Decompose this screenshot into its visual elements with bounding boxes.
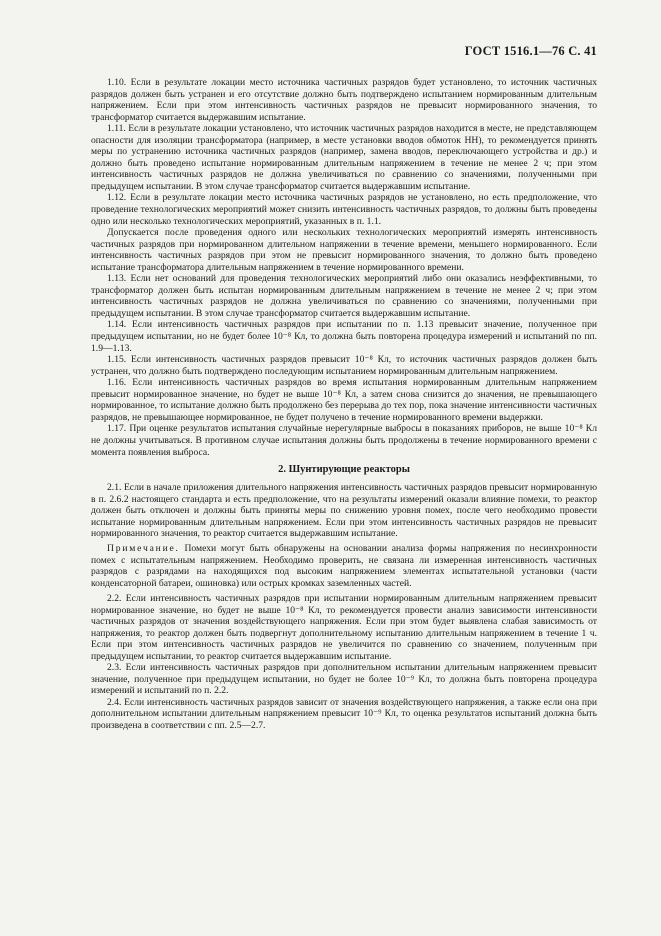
paragraph-2-3: 2.3. Если интенсивность частичных разрядов при дополнительном испытании длительным напряжением превысит значение, полученное при предыдущем испытании, но будет не более 10⁻⁹ Кл, то должна быть повторена процедура измерений и испытаний по п. 2.2.	[91, 662, 597, 697]
document-body	[91, 77, 597, 732]
paragraph-1-16: 1.16. Если интенсивность частичных разрядов во время испытания нормированным длительным напряжением превысит нормированное значение, но будет не выше 10⁻⁸ Кл, а затем снова снизится до значения, не превышающего нормированное, то испытание должно быть продолжено без перерыва до тех пор, пока значение интенсивности частичных разрядов, не превышающее нормированное, не будет получено в течение нормированного времени выдержки.	[91, 377, 597, 423]
note-label: Примечание.	[107, 543, 180, 555]
page-header: ГОСТ 1516.1—76 С. 41	[464, 44, 597, 58]
paragraph-1-12-cont: Допускается после проведения одного или нескольких технологических мероприятий измерять интенсивность частичных разрядов при нормированном длительном напряжении в течение времени, меньшего нормированного. Если интенсивность частичных разрядов при этом не превысит нормированного значения, то должно быть проведено испытание трансформатора длительным напряжением в течение нормированного времени.	[91, 227, 597, 273]
paragraph-1-12: 1.12. Если в результате локации место источника частичных разрядов не установлено, но есть предположение, что проведение технологических мероприятий может снизить интенсивность частичных разрядов, то должны быть проведены одно или несколько технологических мероприятий, указанных в п. 1.1.	[91, 192, 597, 227]
note-paragraph	[91, 543, 597, 589]
paragraph-2-1: 2.1. Если в начале приложения длительного напряжения интенсивность частичных разрядов превысит нормированную в п. 2.6.2 настоящего стандарта и есть предположение, что на результаты измерений оказали влияние помехи, то реактор должен быть отключен и должны быть приняты меры по снижению уровня помех, после чего необходимо провести испытание нормированным длительным напряжением. Если при этом интенсивность частичных разрядов не превысит нормированного значения, то реактор считается выдержавшим испытание.	[91, 482, 597, 540]
section-heading: 2. Шунтирующие реакторы	[278, 464, 410, 476]
paragraph-1-11: 1.11. Если в результате локации установлено, что источник частичных разрядов находится в месте, не представляющем опасности для изоляции трансформатора (например, в месте установки вводов обмоток НН), то рекомендуется принять меры по устранению источника частичных разрядов (например, замена вводов, переключающего устройства и др.) и должно быть проведено испытание нормированным длительным напряжением в течение не менее 2 ч; при этом интенсивность частичных разрядов не должна увеличиваться по сравнению со значениями, полученными при предыдущем испытании. В этом случае трансформатор считается выдержавшим испытание.	[91, 123, 597, 192]
paragraph-1-13: 1.13. Если нет оснований для проведения технологических мероприятий либо они оказались неэффективными, то трансформатор должен быть испытан нормированным длительным напряжением в течение не менее 2 ч; при этом интенсивность частичных разрядов не должна увеличиваться по сравнению со значениями, полученными при предыдущем испытании. В этом случае трансформатор считается выдержавшим испытание.	[91, 273, 597, 319]
note-text: Помехи могут быть обнаружены на основании анализа формы напряжения по несинхронности помех с испытательным напряжением. Необходимо проверить, не связана ли измеренная интенсивность частичных разрядов с разрядами на находящихся под высоким напряжением элементах испытательной установки (части конденсаторной батареи, ошиновка) или острых кромках заземленных частей.	[91, 543, 597, 589]
paragraph-1-15: 1.15. Если интенсивность частичных разрядов превысит 10⁻⁸ Кл, то источник частичных разрядов должен быть устранен, что должно быть подтверждено последующим испытанием нормированным длительным напряжением.	[91, 354, 597, 377]
paragraph-2-4: 2.4. Если интенсивность частичных разрядов зависит от значения воздействующего напряжения, а также если она при дополнительном испытании длительным напряжением превысит 10⁻⁹ Кл, то оценка результатов испытаний должна быть произведена в соответствии с пп. 2.5—2.7.	[91, 696, 597, 731]
paragraph-1-14: 1.14. Если интенсивность частичных разрядов при испытании по п. 1.13 превысит значение, полученное при предыдущем испытании, но не будет более 10⁻⁸ Кл, то должна быть повторена процедура измерений и испытаний по пп. 1.9—1.13.	[91, 319, 597, 354]
paragraph-1-17: 1.17. При оценке результатов испытания случайные нерегулярные выбросы в показаниях приборов, не выше 10⁻⁸ Кл не должны учитываться. В противном случае испытания должны быть продолжены в течение нормированного времени с момента появления выброса.	[91, 423, 597, 458]
paragraph-1-10: 1.10. Если в результате локации место источника частичных разрядов будет установлено, то источник частичных разрядов должен быть устранен и его отсутствие должно быть подтверждено испытанием нормированным длительным напряжением. Если при этом интенсивность частичных разрядов не превысит нормированного значения, то трансформатор считается выдержавшим испытание.	[91, 77, 597, 123]
paragraph-2-2: 2.2. Если интенсивность частичных разрядов при испытании нормированным длительным напряжением превысит нормированное значение, но будет не выше 10⁻⁸ Кл, то рекомендуется провести анализ зависимости интенсивности частичных разрядов от значения воздействующего напряжения. Если при этом будет выявлена слабая зависимость от напряжения, то реактор должен быть подвергнут дополнительному испытанию длительным напряжением в течение 1 ч. Если при этом интенсивность частичных разрядов не увеличится по сравнению со значением, полученным при предыдущем испытании, то реактор считается выдержавшим испытание.	[91, 592, 597, 662]
